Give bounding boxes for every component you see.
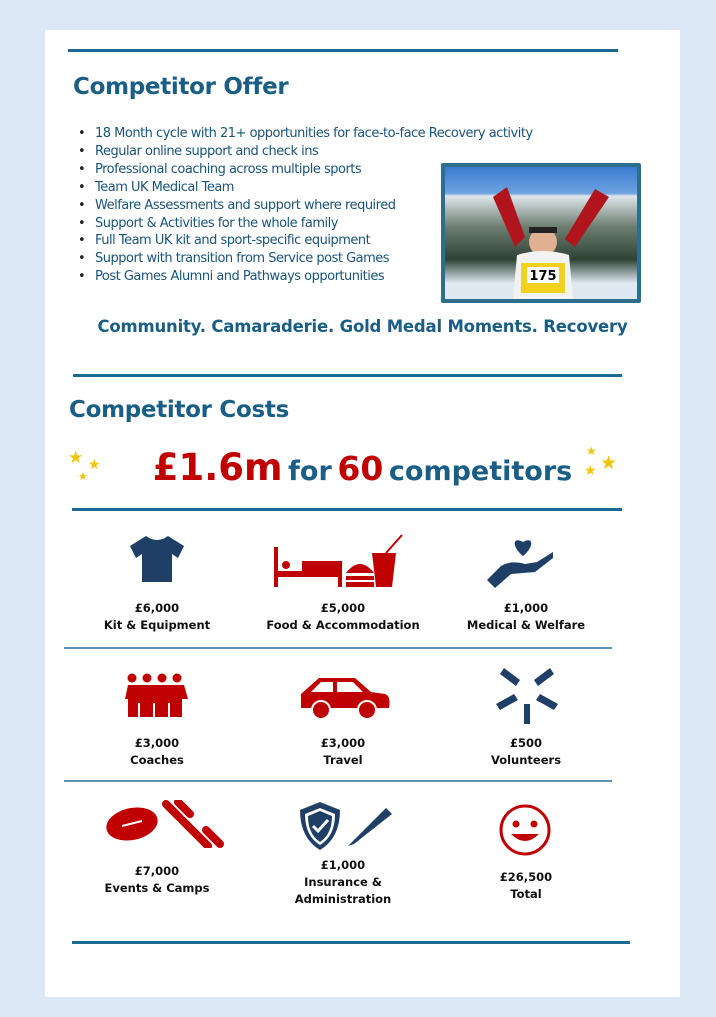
- cost-label: Events & Camps: [104, 881, 210, 895]
- athlete-photo: [441, 163, 641, 303]
- cost-item-total: [431, 869, 621, 903]
- cost-label: Coaches: [130, 753, 184, 767]
- list-item: • Post Games Alumni and Pathways opportunities: [78, 268, 533, 286]
- divider: [64, 647, 612, 649]
- cost-label: Volunteers: [490, 753, 562, 767]
- headline-competitors: competitors: [388, 456, 573, 487]
- headline-for: for: [288, 456, 332, 487]
- cost-item-coaches: [62, 735, 252, 769]
- cost-amount: £3,000: [134, 736, 180, 750]
- list-item: • 18 Month cycle with 21+ opportunities for face-to-face Recovery activity: [78, 125, 533, 143]
- cost-label: Travel: [323, 753, 363, 767]
- bed-food-icon: [272, 533, 408, 588]
- cost-amount: £5,000: [320, 601, 366, 615]
- ball-dumbbell-icon: [104, 800, 224, 848]
- divider: [68, 49, 618, 52]
- cost-label: Kit & Equipment: [103, 618, 211, 632]
- costs-headline: [45, 446, 680, 489]
- list-item: • Welfare Assessments and support where required: [78, 197, 533, 215]
- cost-label: Medical & Welfare: [466, 618, 586, 632]
- cost-label: Total: [510, 887, 542, 901]
- list-item: • Full Team UK kit and sport-specific equipment: [78, 232, 533, 250]
- divider: [72, 941, 630, 944]
- costs-title: Competitor Costs: [69, 397, 289, 423]
- hands-circle-icon: [496, 666, 558, 724]
- star-icon: ★: [88, 456, 101, 472]
- list-item: • Support & Activities for the whole family: [78, 215, 533, 233]
- cost-amount: £1,000: [503, 601, 549, 615]
- car-icon: [299, 674, 391, 720]
- smiley-icon: [497, 804, 553, 856]
- cost-item-volunteers: [431, 735, 621, 769]
- divider: [64, 780, 612, 782]
- offer-title: Competitor Offer: [73, 74, 289, 100]
- cost-label: Insurance &: [304, 875, 382, 889]
- cost-label: Food & Accommodation: [266, 618, 420, 632]
- cost-amount: £26,500: [499, 870, 553, 884]
- cost-amount: £6,000: [134, 601, 180, 615]
- shield-pen-icon: [298, 800, 398, 852]
- tshirt-icon: [128, 534, 186, 584]
- bib-number: 175: [529, 269, 557, 284]
- tagline: Community. Camaraderie. Gold Medal Moments. Recovery: [97, 317, 628, 336]
- list-item: • Professional coaching across multiple sports: [78, 161, 533, 179]
- cost-item-medical: [431, 600, 621, 634]
- cost-item-insurance: [248, 857, 438, 908]
- cost-item-events: [62, 863, 252, 897]
- cost-amount: £3,000: [320, 736, 366, 750]
- hand-heart-icon: [485, 536, 557, 590]
- cost-item-food: [248, 600, 438, 634]
- star-icon: ★: [600, 453, 618, 474]
- cost-amount: £500: [509, 736, 542, 750]
- cost-amount: £1,000: [320, 858, 366, 872]
- divider: [72, 508, 622, 511]
- star-icon: ★: [78, 471, 88, 483]
- competitor-count: 60: [337, 449, 384, 488]
- star-icon: ★: [584, 462, 597, 478]
- cost-item-kit: [62, 600, 252, 634]
- list-item: • Team UK Medical Team: [78, 179, 533, 197]
- list-item: • Regular online support and check ins: [78, 143, 533, 161]
- cost-amount: £7,000: [134, 864, 180, 878]
- divider: [73, 374, 622, 377]
- total-amount: £1.6m: [152, 446, 283, 489]
- people-icon: [124, 673, 190, 717]
- cost-item-travel: [248, 735, 438, 769]
- star-icon: ★: [586, 444, 597, 458]
- cost-label: Administration: [294, 892, 392, 906]
- star-icon: ★: [68, 448, 84, 467]
- list-item: • Support with transition from Service post Games: [78, 250, 533, 268]
